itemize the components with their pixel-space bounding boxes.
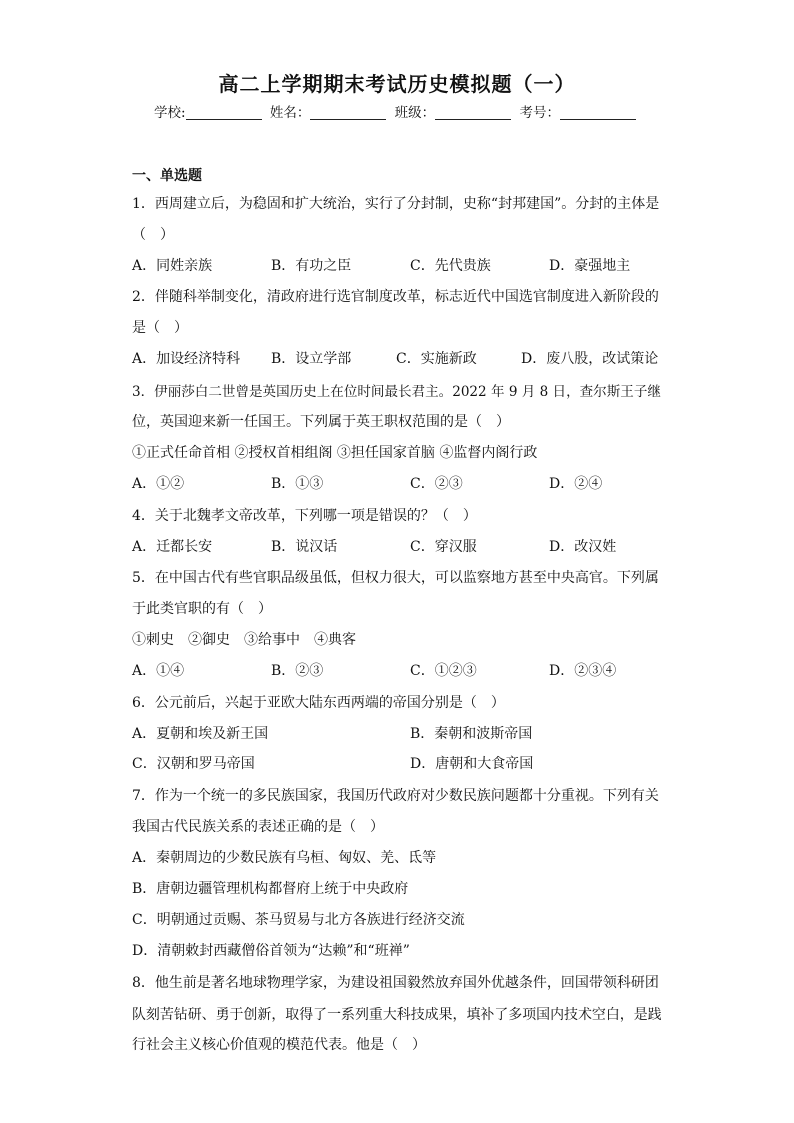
q2-option-d[interactable]: D．废八股，改试策论 <box>521 351 659 367</box>
q6-option-a[interactable]: A．夏朝和埃及新王国 <box>132 726 269 742</box>
q3-option-a[interactable]: A．①② <box>132 476 185 492</box>
question-3-text-2: 位，英国迎来新一任国王。下列属于英王职权范围的是（ ） <box>132 414 510 430</box>
q5-option-d[interactable]: D．②③④ <box>549 663 617 679</box>
q2-option-a[interactable]: A．加设经济特科 <box>132 351 241 367</box>
q7-option-b[interactable]: B．唐朝边疆管理机构都督府上统于中央政府 <box>132 881 409 897</box>
q4-option-c[interactable]: C．穿汉服 <box>410 539 477 555</box>
question-5-text-2: 于此类官职的有（ ） <box>132 601 272 617</box>
q5-option-c[interactable]: C．①②③ <box>410 663 477 679</box>
section-heading: 一、单选题 <box>132 168 202 184</box>
q6-option-d[interactable]: D．唐朝和大食帝国 <box>410 756 534 772</box>
q1-option-a[interactable]: A．同姓亲族 <box>132 258 213 274</box>
question-1-text-2: （ ） <box>132 227 174 243</box>
q2-option-c[interactable]: C．实施新政 <box>396 351 477 367</box>
q1-option-b[interactable]: B．有功之臣 <box>271 258 352 274</box>
school-blank[interactable] <box>186 105 262 120</box>
q6-option-c[interactable]: C．汉朝和罗马帝国 <box>132 756 255 772</box>
q1-option-d[interactable]: D．豪强地主 <box>549 258 631 274</box>
question-2-text-2: 是（ ） <box>132 320 188 336</box>
q3-option-b[interactable]: B．①③ <box>271 476 324 492</box>
question-3-statements: ①正式任命首相 ②授权首相组阁 ③担任国家首脑 ④监督内阁行政 <box>132 445 538 461</box>
q5-option-b[interactable]: B．②③ <box>271 663 324 679</box>
school-label: 学校: <box>154 105 186 121</box>
q4-option-a[interactable]: A．迁都长安 <box>132 539 213 555</box>
question-5-text: 5．在中国古代有些官职品级虽低，但权力很大，可以监察地方甚至中央高官。下列属 <box>132 570 659 586</box>
question-7-text-2: 我国古代民族关系的表述正确的是（ ） <box>132 819 384 835</box>
question-8-text-2: 队刻苦钻研、勇于创新，取得了一系列重大科技成果，填补了多项国内技术空白，是践 <box>132 1007 662 1023</box>
q7-option-a[interactable]: A．秦朝周边的少数民族有乌桓、匈奴、羌、氐等 <box>132 850 437 866</box>
q2-option-b[interactable]: B．设立学部 <box>271 351 352 367</box>
q7-option-d[interactable]: D．清朝敕封西藏僧俗首领为“达赖”和“班禅” <box>132 943 410 959</box>
q3-option-d[interactable]: D．②④ <box>549 476 603 492</box>
question-5-statements: ①刺史 ②御史 ③给事中 ④典客 <box>132 632 356 648</box>
exam-no-blank[interactable] <box>560 105 636 120</box>
question-8-text-3: 行社会主义核心价值观的模范代表。他是（ ） <box>132 1037 426 1053</box>
question-8-text: 8．他生前是著名地球物理学家，为建设祖国毅然放弃国外优越条件，回国带领科研团 <box>132 975 659 991</box>
question-4-text: 4．关于北魏孝文帝改革，下列哪一项是错误的？（ ） <box>132 508 477 524</box>
q5-option-a[interactable]: A．①④ <box>132 663 185 679</box>
q1-option-c[interactable]: C．先代贵族 <box>410 258 491 274</box>
page-title: 高二上学期期末考试历史模拟题（一） <box>218 72 576 96</box>
student-info-line <box>0 101 794 121</box>
question-6-text: 6．公元前后，兴起于亚欧大陆东西两端的帝国分别是（ ） <box>132 695 505 711</box>
name-label: 姓名： <box>269 105 311 121</box>
class-blank[interactable] <box>435 105 511 120</box>
exam-no-label: 考号： <box>519 105 560 121</box>
q4-option-b[interactable]: B．说汉话 <box>271 539 338 555</box>
question-7-text: 7．作为一个统一的多民族国家，我国历代政府对少数民族问题都十分重视。下列有关 <box>132 788 659 804</box>
class-label: 班级： <box>394 105 436 121</box>
q6-option-b[interactable]: B．秦朝和波斯帝国 <box>410 726 533 742</box>
q7-option-c[interactable]: C．明朝通过贡赐、茶马贸易与北方各族进行经济交流 <box>132 912 465 928</box>
name-blank[interactable] <box>310 105 386 120</box>
q3-option-c[interactable]: C．②③ <box>410 476 463 492</box>
question-1-text: 1．西周建立后，为稳固和扩大统治，实行了分封制，史称“封邦建国”。分封的主体是 <box>132 196 660 212</box>
question-2-text: 2．伴随科举制变化，清政府进行选官制度改革，标志近代中国选官制度进入新阶段的 <box>132 289 659 305</box>
q4-option-d[interactable]: D．改汉姓 <box>549 539 617 555</box>
question-3-text: 3．伊丽莎白二世曾是英国历史上在位时间最长君主。2022 年 9 月 8 日，查尔斯王子继 <box>132 384 661 400</box>
